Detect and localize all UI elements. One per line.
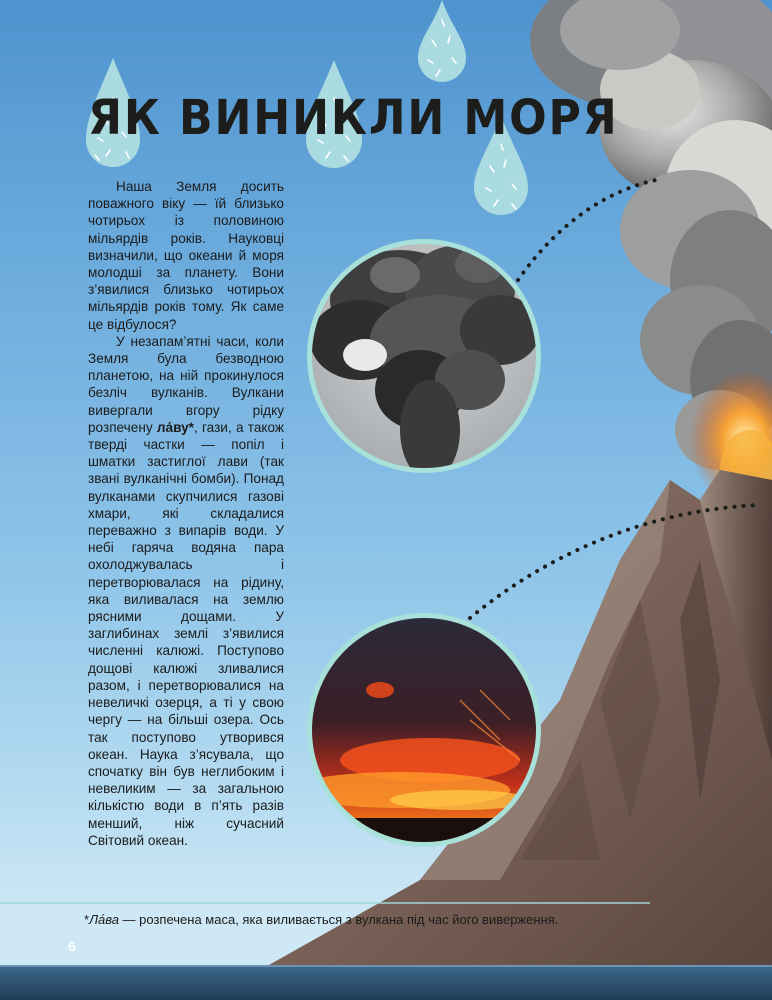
- page-title: ЯК ВИНИКЛИ МОРЯ: [88, 90, 619, 146]
- paragraph-1: Наша Земля досить поважного віку — їй близько чотирьох із половиною мільярдів років. Науковці визначили, що океани й моря молодші за планету. Вони з’явилися близько чотирьох мільярдів років тому. Як саме це відбулося?: [88, 179, 284, 332]
- page-number: 6: [68, 938, 76, 954]
- paragraph-2-end: , гази, а також тверді частки — попіл і шматки застиглої лави (так звані вулканічні бомби). Понад вулканами скупчилися газові хмари, які складалися переважно з випарів води. У небі гаряча водяна пара охолоджувалась і перетворювалася на рідину, яка виливалася на землю рясними дощами. У заглибинах землі з’явилися численні калюжі. Поступово дощові калюжі зливалися разом, і перетворювалися на невеличкі озерця, а ті у свою чергу — на більші озера. Ось так поступово утворився океан. Наука з’ясувала, що спочатку він був неглибоким і невеликим — за загальною кількістю води в п’ять разів менший, ніж сучасний Світовий океан.: [88, 419, 284, 848]
- paragraph-2: [88, 333, 284, 849]
- raindrop-icon: [418, 0, 466, 82]
- lava-term-text: ла́ву: [156, 419, 189, 435]
- footnote-mark: *: [84, 912, 90, 927]
- lava-term: [157, 420, 194, 435]
- footnote: [84, 912, 644, 927]
- footnote-text: — розпечена маса, яка виливається з вулкана під час його виверження.: [118, 912, 559, 927]
- footnote-term: Ла́ва: [89, 912, 119, 927]
- sea: [0, 965, 772, 1000]
- footnote-marker: *: [188, 419, 194, 435]
- article-body: [88, 178, 284, 849]
- ash-cloud-photo: [300, 230, 550, 480]
- paragraph-2-start: У незапам’ятні часи, коли Земля була безводною планетою, на ній прокинулося безліч вулканів. Вулкани вивергали вгору рідку розпечену: [88, 333, 284, 435]
